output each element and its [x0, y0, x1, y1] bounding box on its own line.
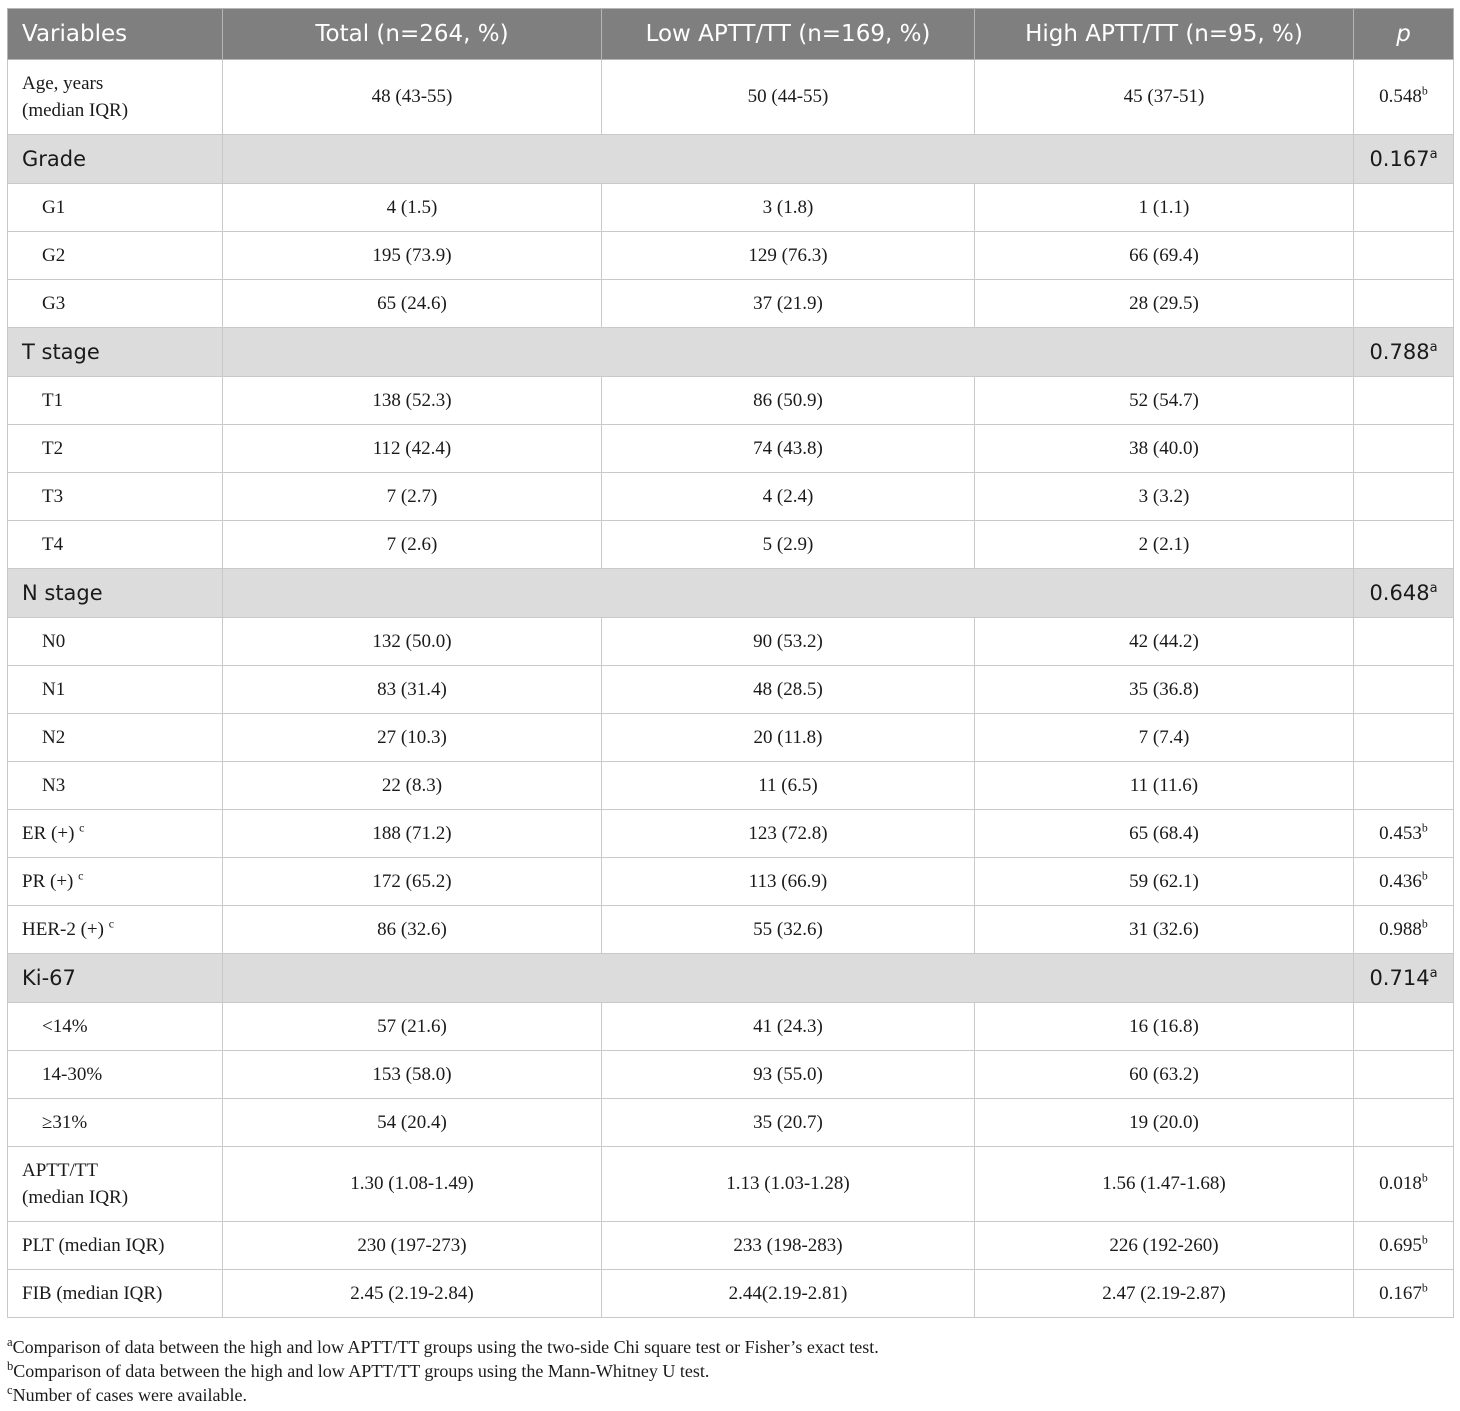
- header-high: High APTT/TT (n=95, %): [975, 9, 1354, 60]
- low-cell: 20 (11.8): [602, 714, 975, 762]
- variable-cell: [8, 762, 223, 810]
- low-cell: 1.13 (1.03-1.28): [602, 1147, 975, 1222]
- footnote-mark: b: [7, 1359, 14, 1373]
- table-header-row: [8, 9, 1454, 60]
- p-value-cell: [1354, 184, 1454, 232]
- table-row: [8, 280, 1454, 328]
- p-value-cell: [1354, 1147, 1454, 1222]
- p-value-cell: [1354, 906, 1454, 954]
- table-row: [8, 762, 1454, 810]
- table-row: [8, 1270, 1454, 1318]
- total-cell: 22 (8.3): [223, 762, 602, 810]
- low-cell: 5 (2.9): [602, 521, 975, 569]
- variable-label: T3: [42, 485, 64, 507]
- low-cell: 129 (76.3): [602, 232, 975, 280]
- total-cell: 188 (71.2): [223, 810, 602, 858]
- table-row: [8, 810, 1454, 858]
- p-value-cell: [1354, 666, 1454, 714]
- variable-label: T stage: [22, 340, 100, 364]
- total-cell: 230 (197-273): [223, 1222, 602, 1270]
- p-value-mark: a: [1429, 581, 1438, 596]
- low-cell: 4 (2.4): [602, 473, 975, 521]
- p-value-mark: b: [1421, 917, 1428, 931]
- low-cell: 37 (21.9): [602, 280, 975, 328]
- table-row: [8, 232, 1454, 280]
- variable-label: <14%: [42, 1015, 88, 1037]
- p-value-cell: [1354, 1003, 1454, 1051]
- table-row: [8, 1099, 1454, 1147]
- total-cell: 57 (21.6): [223, 1003, 602, 1051]
- footnote-c: [7, 1385, 247, 1406]
- high-cell: 66 (69.4): [975, 232, 1354, 280]
- high-cell: 35 (36.8): [975, 666, 1354, 714]
- variable-cell: [8, 1222, 223, 1270]
- low-cell: 90 (53.2): [602, 618, 975, 666]
- high-cell: 59 (62.1): [975, 858, 1354, 906]
- group-row: [8, 328, 1454, 377]
- table-row: [8, 906, 1454, 954]
- total-cell: 172 (65.2): [223, 858, 602, 906]
- group-spacer: [223, 569, 1354, 618]
- characteristics-table: [7, 8, 1454, 1318]
- variable-label: Age, years: [22, 73, 104, 94]
- variable-cell: [8, 60, 223, 135]
- total-cell: 112 (42.4): [223, 425, 602, 473]
- high-cell: 7 (7.4): [975, 714, 1354, 762]
- high-cell: 45 (37-51): [975, 60, 1354, 135]
- variable-cell: [8, 714, 223, 762]
- variable-cell: [8, 906, 223, 954]
- total-cell: 83 (31.4): [223, 666, 602, 714]
- p-value: 0.548: [1379, 86, 1422, 107]
- p-value-cell: [1354, 60, 1454, 135]
- footnote-text: Comparison of data between the high and low APTT/TT groups using the Mann-Whitney U test.: [13, 1361, 710, 1381]
- low-cell: 113 (66.9): [602, 858, 975, 906]
- p-value-cell: [1354, 714, 1454, 762]
- header-total: Total (n=264, %): [223, 9, 602, 60]
- variable-cell: [8, 954, 223, 1003]
- variable-label: PR (+): [22, 870, 74, 892]
- high-cell: 60 (63.2): [975, 1051, 1354, 1099]
- p-value: 0.648: [1369, 581, 1430, 605]
- group-row: [8, 135, 1454, 184]
- characteristics-table-container: [7, 8, 1453, 1318]
- total-cell: 138 (52.3): [223, 377, 602, 425]
- p-value-cell: [1354, 810, 1454, 858]
- p-value-cell: [1354, 1222, 1454, 1270]
- high-cell: 19 (20.0): [975, 1099, 1354, 1147]
- p-value: 0.714: [1369, 966, 1430, 990]
- variable-cell: [8, 1003, 223, 1051]
- p-value-mark: b: [1421, 869, 1428, 883]
- variable-label-mark: c: [78, 869, 84, 883]
- table-row: [8, 1222, 1454, 1270]
- table-row: [8, 377, 1454, 425]
- variable-label: T4: [42, 533, 64, 555]
- variable-cell: [8, 618, 223, 666]
- low-cell: 3 (1.8): [602, 184, 975, 232]
- total-cell: 54 (20.4): [223, 1099, 602, 1147]
- total-cell: 86 (32.6): [223, 906, 602, 954]
- table-row: [8, 1051, 1454, 1099]
- p-value: 0.453: [1379, 822, 1422, 844]
- low-cell: 93 (55.0): [602, 1051, 975, 1099]
- variable-cell: [8, 521, 223, 569]
- table-body: [8, 60, 1454, 1318]
- total-cell: 2.45 (2.19-2.84): [223, 1270, 602, 1318]
- variable-label: PLT (median IQR): [22, 1234, 165, 1256]
- total-cell: 132 (50.0): [223, 618, 602, 666]
- low-cell: 123 (72.8): [602, 810, 975, 858]
- table-row: [8, 184, 1454, 232]
- total-cell: 4 (1.5): [223, 184, 602, 232]
- variable-label: T1: [42, 389, 64, 411]
- variable-label: G1: [42, 196, 66, 218]
- p-value: 0.436: [1379, 870, 1422, 892]
- p-value-cell: [1354, 954, 1454, 1003]
- header-low: Low APTT/TT (n=169, %): [602, 9, 975, 60]
- footnote-text: Number of cases were available.: [12, 1385, 247, 1405]
- variable-label: APTT/TT: [22, 1160, 98, 1181]
- p-value-mark: a: [1429, 340, 1438, 355]
- header-p: p: [1354, 9, 1454, 60]
- high-cell: 11 (11.6): [975, 762, 1354, 810]
- p-value-cell: [1354, 618, 1454, 666]
- low-cell: 41 (24.3): [602, 1003, 975, 1051]
- low-cell: 55 (32.6): [602, 906, 975, 954]
- variable-label: Grade: [22, 147, 87, 171]
- low-cell: 233 (198-283): [602, 1222, 975, 1270]
- p-value-cell: [1354, 232, 1454, 280]
- high-cell: 31 (32.6): [975, 906, 1354, 954]
- low-cell: 50 (44-55): [602, 60, 975, 135]
- low-cell: 48 (28.5): [602, 666, 975, 714]
- p-value-mark: a: [1429, 147, 1438, 162]
- p-value-mark: b: [1421, 84, 1428, 98]
- table-row: [8, 714, 1454, 762]
- variable-cell: [8, 569, 223, 618]
- variable-label-sub: (median IQR): [22, 1187, 129, 1208]
- variable-cell: [8, 328, 223, 377]
- p-value: 0.018: [1379, 1173, 1422, 1194]
- high-cell: 65 (68.4): [975, 810, 1354, 858]
- table-row: [8, 521, 1454, 569]
- low-cell: 35 (20.7): [602, 1099, 975, 1147]
- total-cell: 7 (2.6): [223, 521, 602, 569]
- variable-cell: [8, 280, 223, 328]
- high-cell: 28 (29.5): [975, 280, 1354, 328]
- p-value-cell: [1354, 328, 1454, 377]
- footnote-mark: c: [7, 1383, 13, 1397]
- p-value-cell: [1354, 377, 1454, 425]
- variable-cell: [8, 135, 223, 184]
- variable-label: N1: [42, 678, 66, 700]
- variable-cell: [8, 1051, 223, 1099]
- p-value-cell: [1354, 762, 1454, 810]
- table-row: [8, 618, 1454, 666]
- p-value-cell: [1354, 473, 1454, 521]
- group-spacer: [223, 328, 1354, 377]
- group-spacer: [223, 135, 1354, 184]
- p-value: 0.988: [1379, 918, 1422, 940]
- high-cell: 1.56 (1.47-1.68): [975, 1147, 1354, 1222]
- p-value-mark: b: [1421, 821, 1428, 835]
- variable-cell: [8, 666, 223, 714]
- p-value: 0.167: [1379, 1282, 1422, 1304]
- p-value-cell: [1354, 1051, 1454, 1099]
- variable-label: Ki-67: [22, 966, 76, 990]
- high-cell: 38 (40.0): [975, 425, 1354, 473]
- variable-cell: [8, 425, 223, 473]
- variable-cell: [8, 232, 223, 280]
- footnote-b: [7, 1361, 709, 1382]
- variable-label: G3: [42, 292, 66, 314]
- high-cell: 3 (3.2): [975, 473, 1354, 521]
- low-cell: 2.44(2.19-2.81): [602, 1270, 975, 1318]
- p-value-cell: [1354, 1270, 1454, 1318]
- variable-cell: [8, 1270, 223, 1318]
- high-cell: 226 (192-260): [975, 1222, 1354, 1270]
- variable-label: N0: [42, 630, 66, 652]
- variable-label-mark: c: [79, 821, 85, 835]
- variable-cell: [8, 1099, 223, 1147]
- variable-cell: [8, 810, 223, 858]
- table-row: [8, 1003, 1454, 1051]
- total-cell: 48 (43-55): [223, 60, 602, 135]
- variable-label-sub: (median IQR): [22, 100, 129, 121]
- low-cell: 86 (50.9): [602, 377, 975, 425]
- variable-label: N stage: [22, 581, 103, 605]
- p-value-cell: [1354, 1099, 1454, 1147]
- table-row: [8, 60, 1454, 135]
- variable-label: N3: [42, 774, 66, 796]
- total-cell: 27 (10.3): [223, 714, 602, 762]
- p-value-cell: [1354, 569, 1454, 618]
- p-value-cell: [1354, 858, 1454, 906]
- variable-cell: [8, 184, 223, 232]
- total-cell: 153 (58.0): [223, 1051, 602, 1099]
- high-cell: 16 (16.8): [975, 1003, 1354, 1051]
- variable-cell: [8, 858, 223, 906]
- group-spacer: [223, 954, 1354, 1003]
- footnote-text: Comparison of data between the high and low APTT/TT groups using the two-side Chi square test or Fisher’s exact test.: [12, 1337, 879, 1357]
- variable-label: T2: [42, 437, 64, 459]
- variable-label: HER-2 (+): [22, 918, 104, 940]
- variable-label-mark: c: [108, 917, 114, 931]
- p-value-mark: b: [1421, 1171, 1428, 1185]
- p-value: 0.788: [1369, 340, 1430, 364]
- p-value-mark: b: [1421, 1233, 1428, 1247]
- p-value-cell: [1354, 280, 1454, 328]
- group-row: [8, 569, 1454, 618]
- low-cell: 74 (43.8): [602, 425, 975, 473]
- p-value-mark: a: [1429, 966, 1438, 981]
- total-cell: 7 (2.7): [223, 473, 602, 521]
- high-cell: 52 (54.7): [975, 377, 1354, 425]
- table-row: [8, 1147, 1454, 1222]
- variable-label: G2: [42, 244, 66, 266]
- footnote-mark: a: [7, 1335, 13, 1349]
- table-row: [8, 473, 1454, 521]
- p-value-cell: [1354, 135, 1454, 184]
- table-row: [8, 425, 1454, 473]
- variable-label: N2: [42, 726, 66, 748]
- variable-label: ≥31%: [42, 1111, 88, 1133]
- p-value-cell: [1354, 521, 1454, 569]
- high-cell: 2 (2.1): [975, 521, 1354, 569]
- variable-label: FIB (median IQR): [22, 1282, 163, 1304]
- table-row: [8, 666, 1454, 714]
- total-cell: 1.30 (1.08-1.49): [223, 1147, 602, 1222]
- header-variables: Variables: [8, 9, 223, 60]
- total-cell: 65 (24.6): [223, 280, 602, 328]
- p-value: 0.695: [1379, 1234, 1422, 1256]
- high-cell: 1 (1.1): [975, 184, 1354, 232]
- p-value: 0.167: [1369, 147, 1430, 171]
- p-value-cell: [1354, 425, 1454, 473]
- variable-cell: [8, 1147, 223, 1222]
- variable-cell: [8, 473, 223, 521]
- p-value-mark: b: [1421, 1281, 1428, 1295]
- variable-label: ER (+): [22, 822, 75, 844]
- table-row: [8, 858, 1454, 906]
- low-cell: 11 (6.5): [602, 762, 975, 810]
- total-cell: 195 (73.9): [223, 232, 602, 280]
- variable-cell: [8, 377, 223, 425]
- footnote-a: [7, 1337, 879, 1358]
- group-row: [8, 954, 1454, 1003]
- variable-label: 14-30%: [42, 1063, 103, 1085]
- high-cell: 42 (44.2): [975, 618, 1354, 666]
- high-cell: 2.47 (2.19-2.87): [975, 1270, 1354, 1318]
